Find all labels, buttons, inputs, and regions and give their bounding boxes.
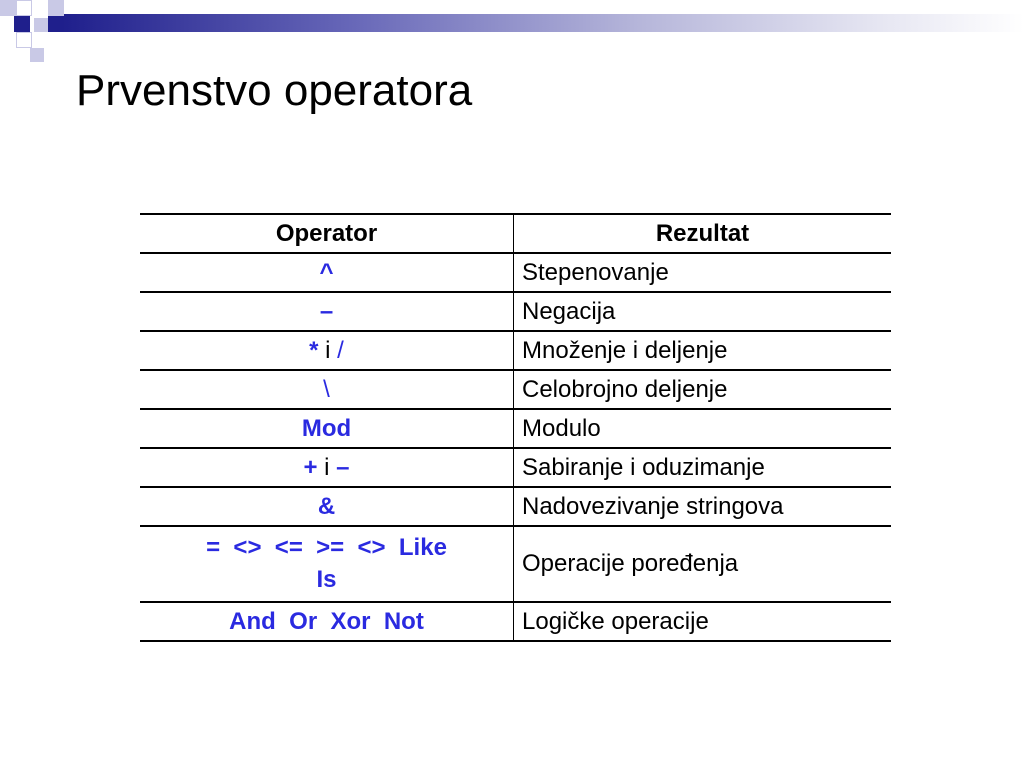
operator-symbol: * bbox=[309, 336, 319, 364]
result-cell: Stepenovanje bbox=[514, 253, 892, 292]
operator-symbol: – bbox=[336, 453, 350, 481]
deco-square bbox=[0, 0, 16, 16]
table-row bbox=[140, 409, 891, 448]
operator-symbol: – bbox=[319, 297, 334, 325]
operator-cell bbox=[140, 409, 514, 448]
table-row bbox=[140, 292, 891, 331]
operator-precedence-table bbox=[140, 213, 891, 642]
operator-cell bbox=[140, 253, 514, 292]
deco-square bbox=[48, 0, 64, 16]
result-cell: Modulo bbox=[514, 409, 892, 448]
table-row bbox=[140, 487, 891, 526]
table-row bbox=[140, 602, 891, 641]
operator-cell bbox=[140, 487, 514, 526]
result-cell: Sabiranje i oduzimanje bbox=[514, 448, 892, 487]
operator-cell bbox=[140, 370, 514, 409]
result-cell: Nadovezivanje stringova bbox=[514, 487, 892, 526]
table-row bbox=[140, 331, 891, 370]
operator-conjunction: i bbox=[318, 336, 338, 364]
table-row bbox=[140, 448, 891, 487]
table-header-row bbox=[140, 214, 891, 253]
operator-cell bbox=[140, 292, 514, 331]
operator-symbol: ^ bbox=[319, 258, 334, 286]
result-cell: Negacija bbox=[514, 292, 892, 331]
table-row bbox=[140, 253, 891, 292]
operator-symbol: + bbox=[303, 453, 318, 481]
result-cell: Množenje i deljenje bbox=[514, 331, 892, 370]
operator-cell bbox=[140, 602, 514, 641]
operator-cell bbox=[140, 331, 514, 370]
result-cell: Logičke operacije bbox=[514, 602, 892, 641]
header-gradient-band bbox=[62, 14, 1024, 32]
operator-cell bbox=[140, 526, 514, 602]
table-row bbox=[140, 526, 891, 602]
deco-square bbox=[30, 48, 44, 62]
result-cell: Celobrojno deljenje bbox=[514, 370, 892, 409]
operator-symbol: \ bbox=[323, 375, 330, 403]
operator-symbol: = <> <= >= <> Like bbox=[206, 534, 447, 561]
table-row bbox=[140, 370, 891, 409]
operator-cell bbox=[140, 448, 514, 487]
deco-square bbox=[48, 16, 64, 32]
operator-symbol: And Or Xor Not bbox=[229, 607, 424, 635]
deco-square bbox=[34, 18, 48, 32]
operator-conjunction: i bbox=[317, 453, 337, 481]
deco-square bbox=[14, 16, 30, 32]
operator-symbol: Mod bbox=[301, 414, 352, 442]
deco-square bbox=[16, 0, 32, 16]
operator-symbol: / bbox=[337, 336, 344, 364]
column-header-result: Rezultat bbox=[514, 214, 892, 253]
deco-square bbox=[16, 32, 32, 48]
result-cell: Operacije poređenja bbox=[514, 526, 892, 602]
column-header-operator: Operator bbox=[140, 214, 514, 253]
operator-symbol: & bbox=[317, 492, 336, 520]
operator-symbol: Is bbox=[316, 566, 337, 593]
slide-title: Prvenstvo operatora bbox=[76, 66, 473, 115]
